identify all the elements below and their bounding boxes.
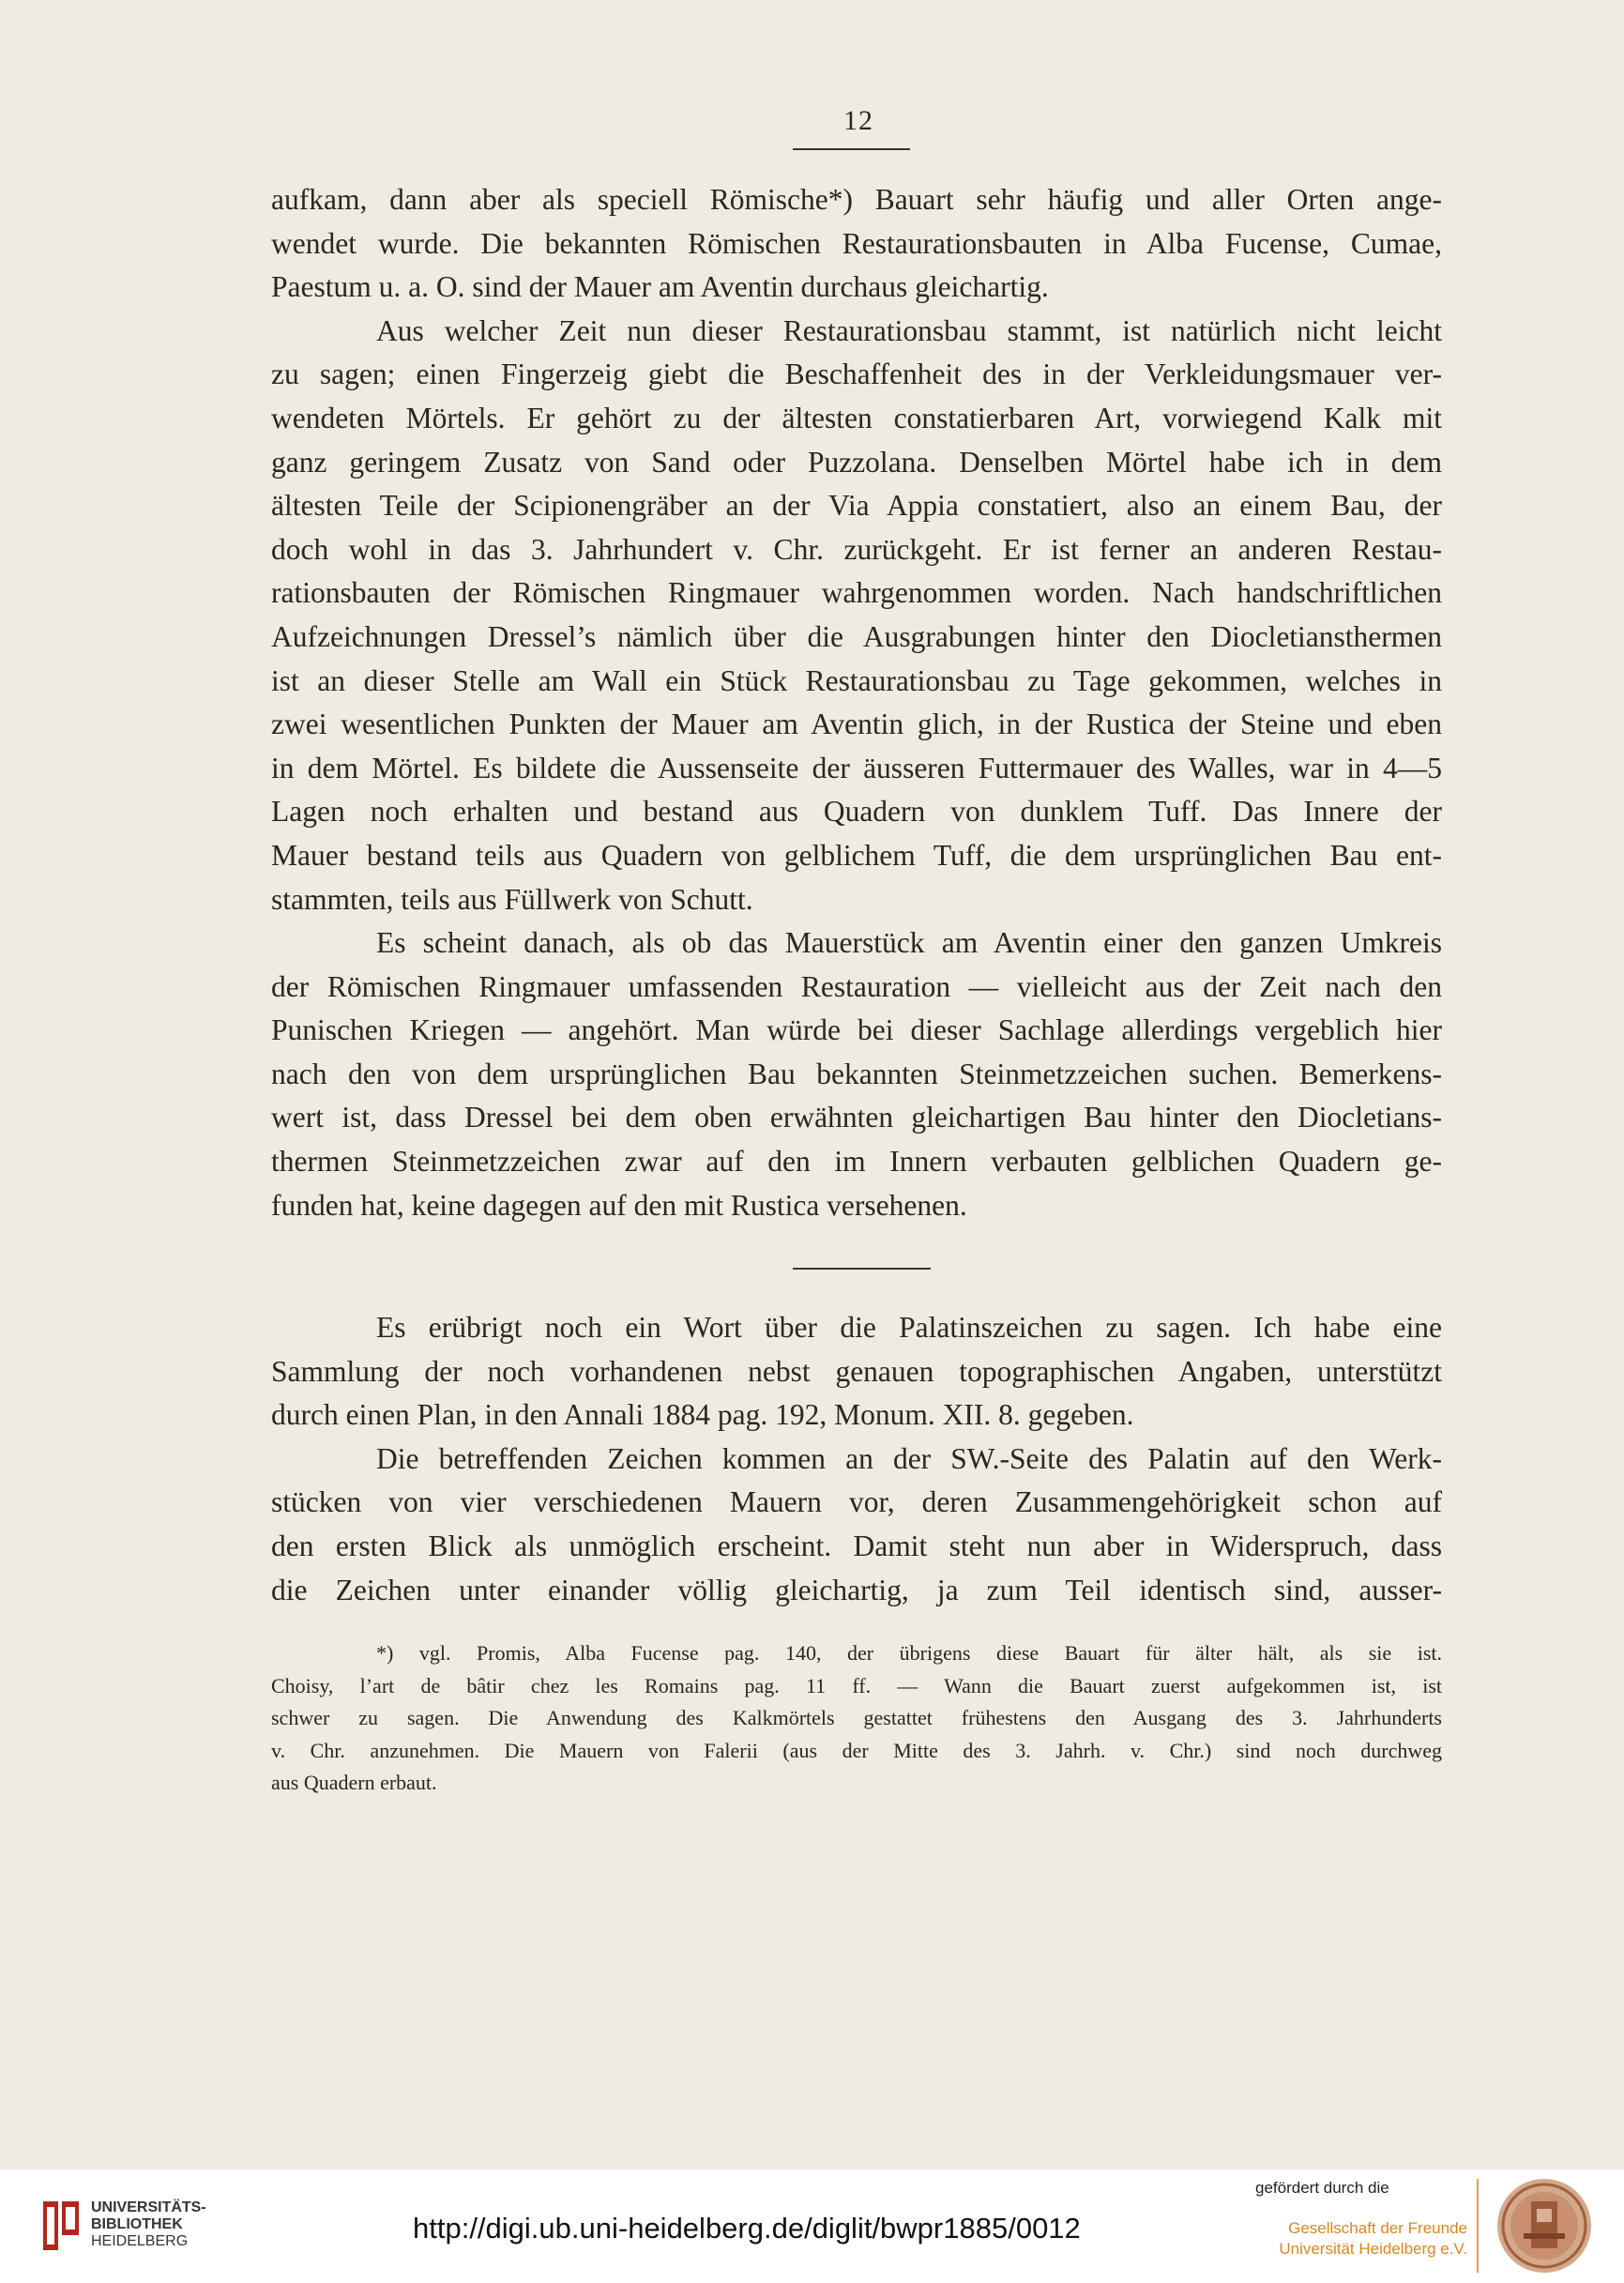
header-rule	[793, 148, 910, 150]
text-line: wert ist, dass Dressel bei dem oben erwähnten gleichartigen Bau hinter den Diocletians-	[271, 1101, 1442, 1134]
sponsor-divider	[1477, 2179, 1479, 2273]
text-line: Sammlung der noch vorhandenen nebst genauen topographischen Angaben, unterstützt	[271, 1354, 1442, 1388]
text-line: ältesten Teile der Scipionengräber an der Via Appia constatiert, also an einem Bau, der	[271, 489, 1442, 523]
permalink-url[interactable]: http://digi.ub.uni-heidelberg.de/diglit/bwpr1885/0012	[413, 2212, 1081, 2245]
text-line: ist an dieser Stelle am Wall ein Stück Restaurationsbau zu Tage gekommen, welches in	[271, 663, 1442, 697]
sponsor-name-line-2: Universität Heidelberg e.V.	[1279, 2240, 1467, 2258]
library-name	[91, 2199, 206, 2250]
page-number: 12	[843, 105, 873, 136]
text-line: stammten, teils aus Füllwerk von Schutt.	[271, 882, 753, 916]
library-name-line-2: BIBLIOTHEK	[91, 2216, 183, 2232]
text-line: zwei wesentlichen Punkten der Mauer am Aventin glich, in der Rustica der Steine und eben	[271, 708, 1442, 741]
text-line: Es erübrigt noch ein Wort über die Palatinszeichen zu sagen. Ich habe eine	[376, 1311, 1442, 1344]
text-line: die Zeichen unter einander völlig gleichartig, ja zum Teil identisch sind, ausser-	[271, 1573, 1442, 1606]
text-line: stücken von vier verschiedenen Mauern vor, deren Zusammengehörigkeit schon auf	[271, 1485, 1442, 1519]
sponsor-name-line-1: Gesellschaft der Freunde	[1288, 2219, 1467, 2237]
text-line: Aus welcher Zeit nun dieser Restaurationsbau stammt, ist natürlich nicht leicht	[376, 313, 1442, 347]
library-name-line-1: UNIVERSITÄTS-	[91, 2199, 206, 2215]
footnote	[271, 1637, 1442, 1800]
footnote-line: *) vgl. Promis, Alba Fucense pag. 140, der übrigens diese Bauart für älter hält, als sie ist.	[376, 1641, 1442, 1665]
library-logo-icon	[39, 2198, 83, 2258]
text-line: in dem Mörtel. Es bildete die Aussenseite der äusseren Futtermauer des Walles, war in 4—5	[271, 751, 1442, 784]
text-line: Paestum u. a. O. sind der Mauer am Aventin durchaus gleichartig.	[271, 270, 1049, 304]
text-line: aufkam, dann aber als speciell Römische*) Bauart sehr häufig und aller Orten ange-	[271, 183, 1442, 216]
text-line: Mauer bestand teils aus Quadern von gelblichem Tuff, die dem ursprünglichen Bau ent-	[271, 838, 1442, 872]
text-line: ganz geringem Zusatz von Sand oder Puzzolana. Denselben Mörtel habe ich in dem	[271, 445, 1442, 479]
text-line: Die betreffenden Zeichen kommen an der SW.-Seite des Palatin auf den Werk-	[376, 1441, 1442, 1475]
text-line: durch einen Plan, in den Annali 1884 pag. 192, Monum. XII. 8. gegeben.	[271, 1398, 1134, 1432]
section-divider	[793, 1268, 931, 1270]
text-line: Lagen noch erhalten und bestand aus Quadern von dunklem Tuff. Das Innere der	[271, 795, 1442, 829]
text-line: Punischen Kriegen — angehört. Man würde bei dieser Sachlage allerdings vergeblich hier	[271, 1013, 1442, 1047]
library-name-line-3: HEIDELBERG	[91, 2233, 189, 2249]
text-line: doch wohl in das 3. Jahrhundert v. Chr. zurückgeht. Er ist ferner an anderen Restau-	[271, 532, 1442, 566]
text-line: Es scheint danach, als ob das Mauerstück am Aventin einer den ganzen Umkreis	[376, 926, 1442, 960]
footnote-line: Choisy, l’art de bâtir chez les Romains pag. 11 ff. — Wann die Bauart zuerst aufgekommen ist, ist	[271, 1673, 1442, 1697]
text-line: den ersten Blick als unmöglich erscheint. Damit steht nun aber in Widerspruch, dass	[271, 1529, 1442, 1562]
text-line: wendeten Mörtels. Er gehört zu der ältesten constatierbaren Art, vorwiegend Kalk mit	[271, 401, 1442, 434]
text-line: nach den von dem ursprünglichen Bau bekannten Steinmetzzeichen suchen. Bemerkens-	[271, 1057, 1442, 1090]
text-line: der Römischen Ringmauer umfassenden Restauration — vielleicht aus der Zeit nach den	[271, 969, 1442, 1003]
text-line: wendet wurde. Die bekannten Römischen Restaurationsbauten in Alba Fucense, Cumae,	[271, 226, 1442, 260]
footnote-line: schwer zu sagen. Die Anwendung des Kalkmörtels gestattet frühestens den Ausgang des 3. Jahrhunderts	[271, 1706, 1442, 1729]
sponsor-name	[1259, 2218, 1467, 2260]
text-line: funden hat, keine dagegen auf den mit Rustica versehenen.	[271, 1188, 967, 1222]
text-line: Aufzeichnungen Dressel’s nämlich über die Ausgrabungen hinter den Diocletiansthermen	[271, 619, 1442, 653]
text-line: thermen Steinmetzzeichen zwar auf den im Innern verbauten gelblichen Quadern ge-	[271, 1145, 1442, 1179]
body-text-section-1	[271, 178, 1442, 1227]
digitization-footer	[0, 2169, 1624, 2283]
text-line: zu sagen; einen Fingerzeig giebt die Beschaffenheit des in der Verkleidungsmauer ver-	[271, 358, 1442, 391]
footnote-line: aus Quadern erbaut.	[271, 1771, 437, 1794]
footnote-line: v. Chr. anzunehmen. Die Mauern von Falerii (aus der Mitte des 3. Jahrh. v. Chr.) sind noch durchweg	[271, 1738, 1442, 1762]
text-line: rationsbauten der Römischen Ringmauer wahrgenommen worden. Nach handschriftlichen	[271, 576, 1442, 610]
sponsor-label: gefördert durch die	[1255, 2179, 1389, 2197]
university-seal-icon	[1495, 2177, 1593, 2275]
body-text-section-2	[271, 1306, 1442, 1612]
